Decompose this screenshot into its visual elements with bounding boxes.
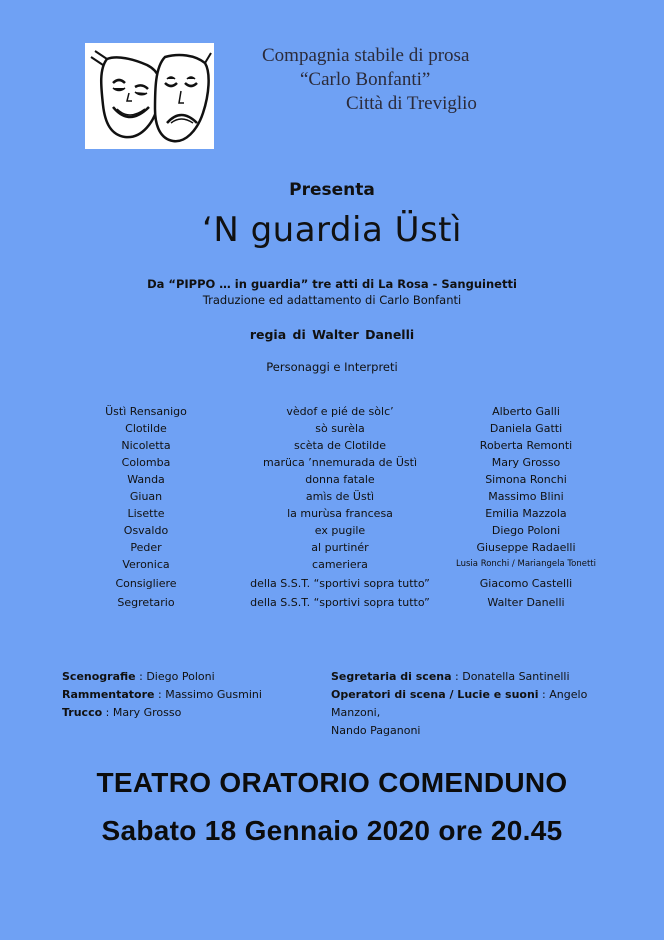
- cast-role: vèdof e pié de sòlc’: [286, 405, 394, 418]
- cast-row: [0, 505, 664, 522]
- cast-row: [0, 539, 664, 556]
- credit-operatori-continued: Nando Paganoni: [331, 724, 421, 737]
- cast-actor: Alberto Galli: [492, 405, 560, 418]
- cast-role: della S.S.T. “sportivi sopra tutto”: [250, 577, 430, 590]
- play-source: Da “PIPPO … in guardia” tre atti di La Rosa - Sanguinetti: [147, 277, 517, 291]
- cast-character: Peder: [130, 541, 162, 554]
- presenta-heading: Presenta: [289, 180, 375, 200]
- event-date: Sabato 18 Gennaio 2020 ore 20.45: [101, 815, 563, 846]
- credit-scenografie: [62, 668, 312, 686]
- cast-role: amìs de Üstì: [305, 490, 375, 503]
- company-city: Città di Treviglio: [346, 93, 477, 114]
- cast-row: [0, 522, 664, 539]
- cast-heading: Personaggi e Interpreti: [266, 360, 398, 374]
- theatre-masks-icon: [85, 43, 214, 149]
- play-title: ‘N guardia Üstì: [202, 210, 462, 250]
- cast-character: Osvaldo: [123, 524, 169, 537]
- cast-row: [0, 437, 664, 454]
- credit-value: : Mary Grosso: [102, 706, 182, 719]
- cast-role: donna fatale: [305, 473, 375, 486]
- company-name: Compagnia stabile di prosa: [262, 45, 470, 66]
- cast-role: la murùsa francesa: [287, 507, 393, 520]
- cast-role: cameriera: [312, 558, 368, 571]
- cast-row: [0, 594, 664, 611]
- cast-actor: Mary Grosso: [491, 456, 561, 469]
- credit-label: Scenografie: [62, 670, 136, 683]
- cast-character: Colomba: [121, 456, 171, 469]
- cast-character: Lisette: [127, 507, 165, 520]
- cast-character: Nicoletta: [121, 439, 171, 452]
- cast-character: Üstì Rensanigo: [105, 405, 187, 418]
- cast-role: ex pugile: [314, 524, 366, 537]
- credit-rammentatore: [62, 686, 312, 704]
- credits-right: [331, 668, 631, 740]
- cast-row: [0, 454, 664, 471]
- play-translation: Traduzione ed adattamento di Carlo Bonfanti: [202, 293, 462, 307]
- cast-actor: Diego Poloni: [491, 524, 561, 537]
- cast-row: [0, 556, 664, 573]
- cast-role: della S.S.T. “sportivi sopra tutto”: [250, 596, 430, 609]
- cast-role: sò surèla: [315, 422, 365, 435]
- company-header: [240, 44, 520, 116]
- cast-actor: Emilia Mazzola: [485, 507, 567, 520]
- venue-name: TEATRO ORATORIO COMENDUNO: [96, 767, 568, 798]
- credit-label: Trucco: [62, 706, 103, 719]
- cast-character: Segretario: [117, 596, 175, 609]
- credit-value: : Angelo Manzoni,: [331, 688, 588, 719]
- credit-operatori: [331, 686, 631, 722]
- cast-row: [0, 471, 664, 488]
- credit-label: Operatori di scena / Lucie e suoni: [331, 688, 539, 701]
- cast-row: [0, 488, 664, 505]
- cast-actor: Roberta Remonti: [479, 439, 573, 452]
- credit-label: Segretaria di scena: [331, 670, 452, 683]
- cast-actor: Lusia Ronchi / Mariangela Tonetti: [456, 559, 596, 569]
- cast-actor: Walter Danelli: [487, 596, 565, 609]
- cast-role: al purtinér: [311, 541, 369, 554]
- company-founder: “Carlo Bonfanti”: [300, 69, 431, 90]
- cast-actor: Massimo Blini: [488, 490, 564, 503]
- cast-row: [0, 575, 664, 592]
- credit-label: Rammentatore: [62, 688, 155, 701]
- cast-row: [0, 403, 664, 420]
- cast-character: Consigliere: [115, 577, 177, 590]
- cast-row: [0, 420, 664, 437]
- credit-value: : Diego Poloni: [135, 670, 215, 683]
- cast-actor: Giacomo Castelli: [479, 577, 573, 590]
- credit-value: : Donatella Santinelli: [451, 670, 570, 683]
- cast-actor: Daniela Gatti: [489, 422, 563, 435]
- credits-left: [62, 668, 312, 722]
- director-line: regia di Walter Danelli: [249, 327, 415, 342]
- cast-character: Veronica: [122, 558, 170, 571]
- credit-segretaria: [331, 668, 631, 686]
- cast-character: Wanda: [127, 473, 165, 486]
- cast-character: Giuan: [129, 490, 163, 503]
- cast-character: Clotilde: [125, 422, 167, 435]
- logo: [85, 43, 214, 149]
- credit-value: : Massimo Gusmini: [154, 688, 262, 701]
- cast-role: scèta de Clotilde: [294, 439, 386, 452]
- cast-actor: Giuseppe Radaelli: [476, 541, 576, 554]
- cast-role: marüca ’nnemurada de Üstì: [262, 456, 417, 469]
- credit-trucco: [62, 704, 312, 722]
- cast-actor: Simona Ronchi: [485, 473, 567, 486]
